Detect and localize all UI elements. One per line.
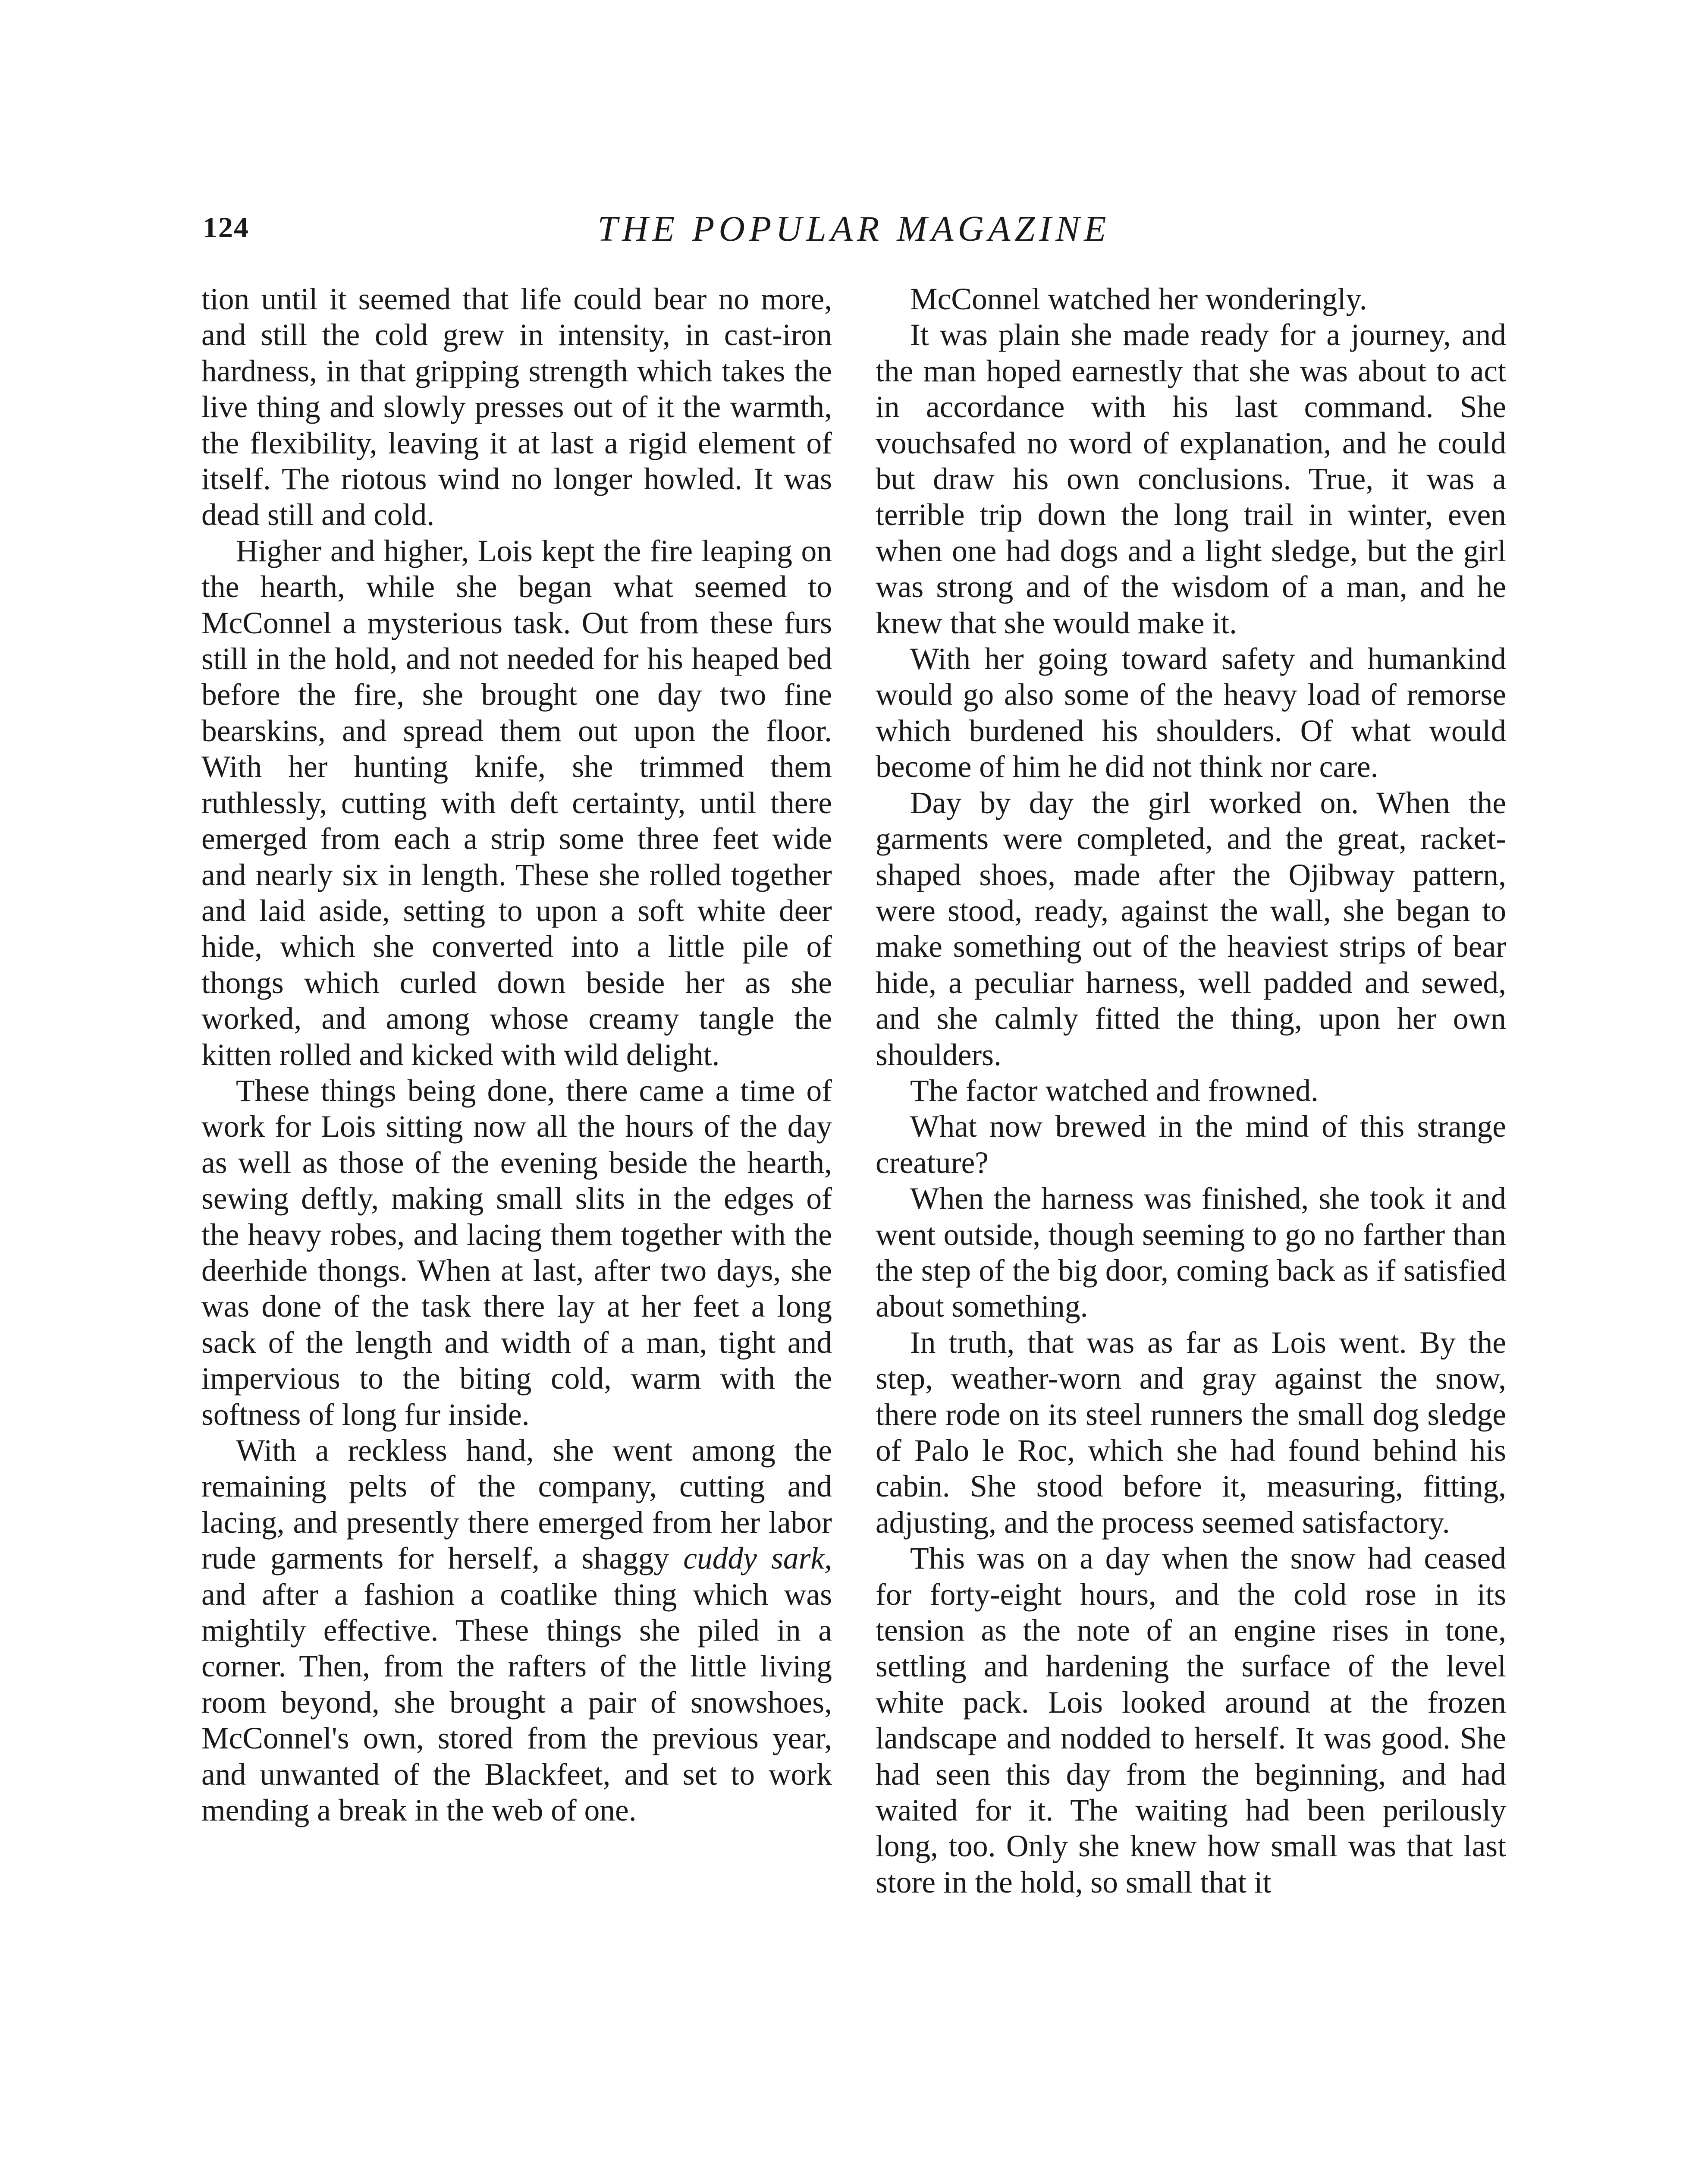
- left-column: [201, 281, 832, 1828]
- running-title: THE POPULAR MAGAZINE: [597, 209, 1111, 249]
- paragraph: With a reckless hand, she went among the remaining pelts of the company, cutting and lacing, and presently there emerged from her labor rude garments for herself, a shaggy cuddy sark, and after a fashion a coatlike thing which was mightily effective. These things she piled in a corner. Then, from the rafters of the little living room beyond, she brought a pair of snowshoes, McConnel's own, stored from the previous year, and unwanted of the Blackfeet, and set to work mending a break in the web of one.: [201, 1434, 832, 1828]
- paragraph: McConnel watched her wonderingly.: [910, 282, 1367, 316]
- paragraph: tion until it seemed that life could bear no more, and still the cold grew in intensity, in cast-iron hardness, in that gripping strength which takes the live thing and slowly presses out of it the warmth, the flexibility, leaving it at last a rigid element of itself. The riotous wind no longer howled. It was dead still and cold.: [201, 282, 832, 532]
- page-header: [0, 211, 1708, 262]
- paragraph: Higher and higher, Lois kept the fire leaping on the hearth, while she began what seemed to McConnel a mysterious task. Out from these furs still in the hold, and not needed for his heaped bed before the fire, she brought one day two fine bearskins, and spread them out upon the floor. With her hunting knife, she trimmed them ruthlessly, cutting with deft certainty, until there emerged from each a strip some three feet wide and nearly six in length. These she rolled together and laid aside, setting to upon a soft white deer hide, which she converted into a little pile of thongs which curled down beside her as she worked, and among whose creamy tangle the kitten rolled and kicked with wild delight.: [201, 534, 832, 1072]
- right-column: [876, 281, 1506, 1900]
- paragraph: What now brewed in the mind of this strange creature?: [876, 1110, 1506, 1180]
- paragraph: These things being done, there came a time of work for Lois sitting now all the hours of the day as well as those of the evening beside the hearth, sewing deftly, making small slits in the edges of the heavy robes, and lacing them together with the deerhide thongs. When at last, after two days, she was done of the task there lay at her feet a long sack of the length and width of a man, tight and impervious to the biting cold, warm with the softness of long fur inside.: [201, 1073, 832, 1432]
- paragraph: The factor watched and frowned.: [910, 1073, 1319, 1108]
- paragraph: This was on a day when the snow had ceased for forty-eight hours, and the cold rose in its tension as the note of an engine rises in tone, settling and hardening the surface of the level white pack. Lois looked around at the frozen landscape and nodded to herself. It was good. She had seen this day from the beginning, and had waited for it. The waiting had been perilously long, too. Only she knew how small was that last store in the hold, so small that it: [876, 1541, 1506, 1899]
- paragraph: In truth, that was as far as Lois went. By the step, weather-worn and gray against the snow, there rode on its steel runners the small dog sledge of Palo le Roc, which she had found behind his cabin. She stood before it, measuring, fitting, adjusting, and the process seemed satisfactory.: [876, 1325, 1506, 1540]
- paragraph: With her going toward safety and humankind would go also some of the heavy load of remorse which burdened his shoulders. Of what would become of him he did not think nor care.: [876, 642, 1506, 784]
- page-number: 124: [203, 211, 249, 244]
- paragraph: It was plain she made ready for a journey, and the man hoped earnestly that she was about to act in accordance with his last command. She vouchsafed no word of explanation, and he could but draw his own conclusions. True, it was a terrible trip down the long trail in winter, even when one had dogs and a light sledge, but the girl was strong and of the wisdom of a man, and he knew that she would make it.: [876, 318, 1506, 640]
- paragraph: When the harness was finished, she took it and went outside, though seeming to go no farther than the step of the big door, coming back as if satisfied about something.: [876, 1182, 1506, 1324]
- italic-phrase: cuddy sark,: [683, 1541, 832, 1576]
- paragraph: Day by day the girl worked on. When the garments were completed, and the great, racket-shaped shoes, made after the Ojibway pattern, were stood, ready, against the wall, she began to make something out of the heaviest strips of bear hide, a peculiar harness, well padded and sewed, and she calmly fitted the thing, upon her own shoulders.: [876, 786, 1506, 1072]
